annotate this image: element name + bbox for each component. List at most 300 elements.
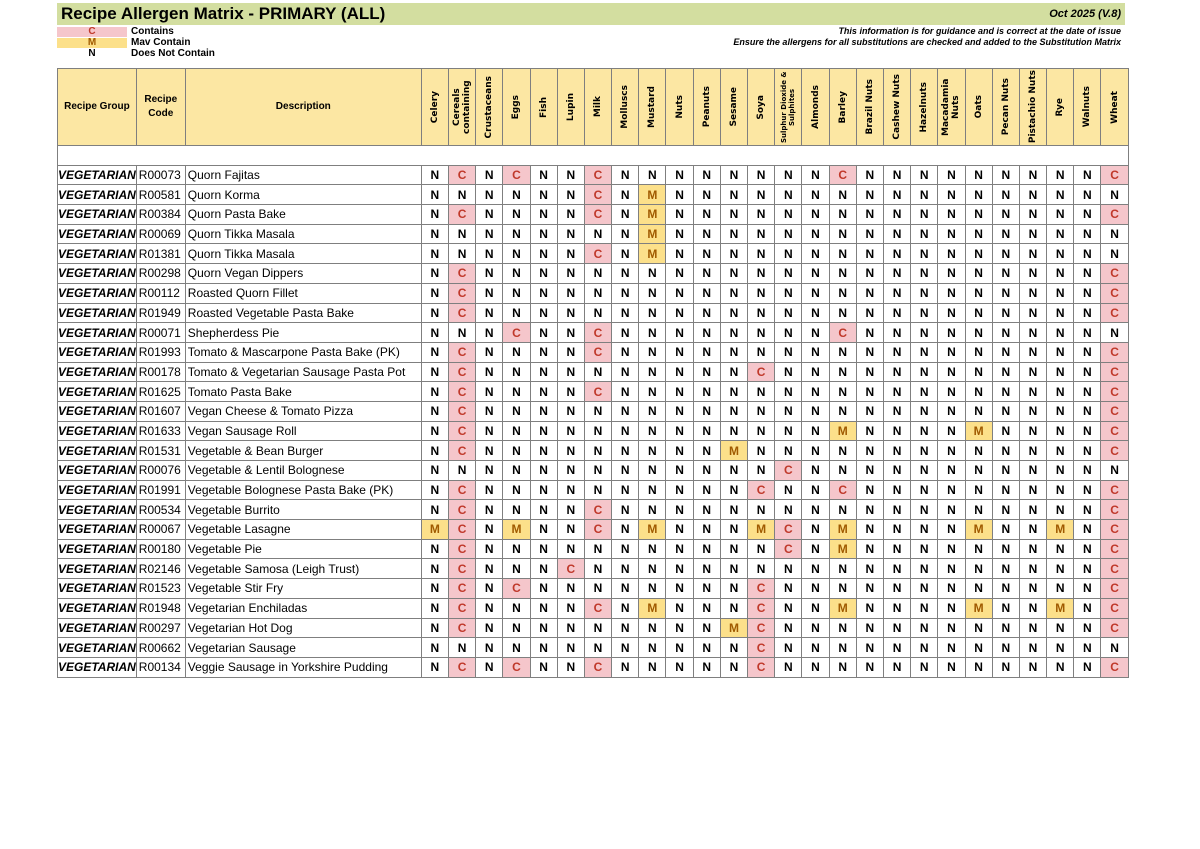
allergen-value-cell: N: [1074, 303, 1101, 323]
allergen-value-cell: N: [965, 244, 992, 264]
allergen-value-cell: N: [1019, 401, 1046, 421]
allergen-value-cell: N: [421, 264, 448, 284]
allergen-value-cell: N: [1019, 382, 1046, 402]
recipe-group-cell: VEGETARIAN: [58, 441, 137, 461]
allergen-value-cell: N: [612, 165, 639, 185]
allergen-value-cell: N: [775, 342, 802, 362]
allergen-value-cell: N: [720, 342, 747, 362]
allergen-value-cell: N: [965, 264, 992, 284]
allergen-value-cell: N: [1074, 205, 1101, 225]
allergen-value-cell: N: [1047, 421, 1074, 441]
allergen-value-cell: N: [421, 401, 448, 421]
allergen-value-cell: N: [720, 362, 747, 382]
allergen-value-cell: N: [1074, 382, 1101, 402]
allergen-value-cell: C: [448, 579, 475, 599]
col-header-recipe-group: Recipe Group: [58, 69, 137, 146]
allergen-value-cell: N: [938, 598, 965, 618]
table-row: [58, 401, 1129, 421]
allergen-value-cell: N: [775, 244, 802, 264]
allergen-value-cell: N: [911, 264, 938, 284]
allergen-value-cell: N: [693, 244, 720, 264]
allergen-value-cell: N: [530, 264, 557, 284]
allergen-value-cell: C: [748, 638, 775, 658]
allergen-value-cell: N: [693, 520, 720, 540]
recipe-code-cell: R01625: [136, 382, 185, 402]
recipe-group-cell: VEGETARIAN: [58, 520, 137, 540]
allergen-value-cell: N: [693, 539, 720, 559]
legend-key: N: [88, 47, 96, 59]
allergen-value-cell: N: [992, 618, 1019, 638]
allergen-value-cell: N: [1019, 559, 1046, 579]
allergen-value-cell: N: [911, 461, 938, 481]
allergen-value-cell: N: [421, 598, 448, 618]
allergen-value-cell: N: [530, 461, 557, 481]
allergen-value-cell: N: [557, 382, 584, 402]
allergen-value-cell: N: [802, 185, 829, 205]
allergen-value-cell: N: [639, 559, 666, 579]
allergen-value-cell: N: [557, 224, 584, 244]
allergen-value-cell: N: [693, 480, 720, 500]
allergen-value-cell: N: [965, 441, 992, 461]
allergen-value-cell: N: [911, 362, 938, 382]
legend-label: Does Not Contain: [131, 48, 215, 59]
allergen-value-cell: C: [448, 303, 475, 323]
allergen-value-cell: N: [802, 579, 829, 599]
allergen-label: Hazelnuts: [919, 81, 930, 133]
guidance-note: This information is for guidance and is correct at the date of issue: [838, 26, 1121, 36]
recipe-code-cell: R00071: [136, 323, 185, 343]
allergen-value-cell: N: [1047, 362, 1074, 382]
allergen-value-cell: N: [421, 657, 448, 677]
allergen-value-cell: N: [639, 303, 666, 323]
allergen-value-cell: N: [965, 185, 992, 205]
allergen-value-cell: N: [503, 185, 530, 205]
allergen-label: Peanuts: [701, 86, 712, 128]
allergen-value-cell: N: [802, 205, 829, 225]
allergen-value-cell: N: [693, 342, 720, 362]
allergen-value-cell: N: [1019, 618, 1046, 638]
allergen-value-cell: N: [775, 638, 802, 658]
allergen-value-cell: N: [557, 520, 584, 540]
allergen-value-cell: N: [938, 618, 965, 638]
allergen-value-cell: N: [476, 539, 503, 559]
allergen-value-cell: N: [476, 205, 503, 225]
recipe-group-cell: VEGETARIAN: [58, 579, 137, 599]
allergen-value-cell: N: [775, 224, 802, 244]
recipe-code-cell: R00069: [136, 224, 185, 244]
col-header-allergen: [693, 69, 720, 146]
allergen-value-cell: N: [965, 461, 992, 481]
allergen-value-cell: N: [1047, 342, 1074, 362]
allergen-value-cell: N: [1019, 638, 1046, 658]
allergen-value-cell: N: [530, 500, 557, 520]
allergen-value-cell: N: [802, 224, 829, 244]
table-row: [58, 441, 1129, 461]
allergen-value-cell: C: [1101, 283, 1128, 303]
allergen-value-cell: C: [584, 500, 611, 520]
allergen-value-cell: N: [693, 264, 720, 284]
allergen-value-cell: N: [802, 362, 829, 382]
allergen-value-cell: N: [856, 480, 883, 500]
table-row: [58, 185, 1129, 205]
allergen-value-cell: N: [911, 382, 938, 402]
allergen-value-cell: N: [911, 579, 938, 599]
table-row: [58, 362, 1129, 382]
allergen-value-cell: C: [448, 520, 475, 540]
col-header-allergen: [421, 69, 448, 146]
col-header-allergen: [557, 69, 584, 146]
allergen-value-cell: N: [666, 598, 693, 618]
allergen-value-cell: N: [1047, 618, 1074, 638]
allergen-value-cell: N: [829, 559, 856, 579]
allergen-value-cell: N: [612, 579, 639, 599]
col-header-allergen: [476, 69, 503, 146]
allergen-value-cell: N: [802, 500, 829, 520]
allergen-value-cell: N: [775, 598, 802, 618]
allergen-value-cell: N: [612, 244, 639, 264]
allergen-value-cell: N: [1074, 224, 1101, 244]
legend-item-contains: [57, 26, 215, 37]
allergen-value-cell: N: [938, 205, 965, 225]
recipe-group-cell: VEGETARIAN: [58, 598, 137, 618]
allergen-value-cell: N: [1019, 480, 1046, 500]
allergen-value-cell: N: [720, 539, 747, 559]
allergen-value-cell: N: [557, 283, 584, 303]
allergen-value-cell: N: [938, 362, 965, 382]
allergen-value-cell: N: [693, 657, 720, 677]
allergen-value-cell: N: [965, 382, 992, 402]
allergen-value-cell: N: [802, 480, 829, 500]
allergen-value-cell: N: [530, 618, 557, 638]
allergen-value-cell: N: [748, 500, 775, 520]
allergen-value-cell: N: [775, 401, 802, 421]
allergen-value-cell: N: [720, 638, 747, 658]
allergen-value-cell: M: [639, 224, 666, 244]
allergen-value-cell: N: [693, 461, 720, 481]
allergen-value-cell: C: [748, 480, 775, 500]
recipe-code-cell: R00180: [136, 539, 185, 559]
allergen-value-cell: C: [448, 618, 475, 638]
allergen-value-cell: C: [448, 264, 475, 284]
allergen-value-cell: N: [503, 638, 530, 658]
allergen-value-cell: N: [448, 224, 475, 244]
allergen-value-cell: N: [911, 598, 938, 618]
legend-key: M: [57, 38, 127, 48]
allergen-value-cell: N: [421, 461, 448, 481]
allergen-value-cell: N: [883, 401, 910, 421]
allergen-value-cell: N: [1074, 362, 1101, 382]
allergen-value-cell: N: [530, 657, 557, 677]
allergen-value-cell: N: [775, 441, 802, 461]
allergen-value-cell: N: [748, 382, 775, 402]
allergen-value-cell: N: [557, 342, 584, 362]
allergen-label: Brazil Nuts: [864, 79, 875, 135]
allergen-value-cell: N: [639, 657, 666, 677]
allergen-value-cell: N: [1047, 205, 1074, 225]
allergen-value-cell: C: [448, 362, 475, 382]
allergen-value-cell: N: [856, 323, 883, 343]
table-row: [58, 342, 1129, 362]
col-header-allergen: [748, 69, 775, 146]
col-header-description: Description: [185, 69, 421, 146]
recipe-group-cell: VEGETARIAN: [58, 224, 137, 244]
allergen-value-cell: M: [965, 598, 992, 618]
allergen-value-cell: N: [1074, 598, 1101, 618]
table-row: [58, 205, 1129, 225]
allergen-value-cell: N: [883, 539, 910, 559]
allergen-value-cell: C: [448, 421, 475, 441]
table-row: [58, 264, 1129, 284]
col-header-allergen: [584, 69, 611, 146]
allergen-value-cell: N: [856, 401, 883, 421]
table-row: [58, 421, 1129, 441]
allergen-value-cell: N: [720, 401, 747, 421]
allergen-value-cell: N: [612, 382, 639, 402]
allergen-label: Almonds: [810, 85, 821, 129]
allergen-value-cell: N: [856, 441, 883, 461]
description-cell: Vegetarian Hot Dog: [185, 618, 421, 638]
allergen-value-cell: N: [802, 638, 829, 658]
allergen-value-cell: N: [1019, 205, 1046, 225]
allergen-value-cell: N: [883, 657, 910, 677]
allergen-value-cell: C: [503, 323, 530, 343]
allergen-value-cell: C: [829, 480, 856, 500]
allergen-value-cell: N: [1047, 303, 1074, 323]
allergen-value-cell: N: [911, 480, 938, 500]
allergen-value-cell: N: [584, 539, 611, 559]
allergen-value-cell: N: [639, 264, 666, 284]
allergen-value-cell: N: [1074, 539, 1101, 559]
allergen-value-cell: N: [883, 382, 910, 402]
allergen-value-cell: N: [1047, 638, 1074, 658]
allergen-value-cell: N: [557, 323, 584, 343]
allergen-value-cell: N: [639, 382, 666, 402]
allergen-value-cell: N: [883, 559, 910, 579]
allergen-value-cell: N: [503, 618, 530, 638]
allergen-value-cell: N: [748, 244, 775, 264]
allergen-value-cell: N: [720, 244, 747, 264]
allergen-value-cell: N: [856, 618, 883, 638]
allergen-value-cell: N: [584, 224, 611, 244]
col-header-allergen: [802, 69, 829, 146]
allergen-value-cell: N: [612, 539, 639, 559]
allergen-value-cell: N: [1047, 461, 1074, 481]
allergen-value-cell: N: [666, 500, 693, 520]
allergen-value-cell: M: [639, 244, 666, 264]
description-cell: Vegan Cheese & Tomato Pizza: [185, 401, 421, 421]
allergen-value-cell: N: [503, 401, 530, 421]
allergen-value-cell: N: [503, 559, 530, 579]
allergen-value-cell: N: [1074, 618, 1101, 638]
allergen-value-cell: N: [965, 362, 992, 382]
allergen-value-cell: N: [476, 401, 503, 421]
allergen-value-cell: N: [1101, 638, 1128, 658]
allergen-value-cell: N: [883, 264, 910, 284]
allergen-value-cell: N: [612, 205, 639, 225]
allergen-value-cell: N: [802, 342, 829, 362]
allergen-value-cell: N: [421, 500, 448, 520]
description-cell: Vegetarian Sausage: [185, 638, 421, 658]
allergen-value-cell: N: [421, 323, 448, 343]
allergen-value-cell: C: [775, 539, 802, 559]
allergen-value-cell: N: [938, 539, 965, 559]
allergen-value-cell: N: [802, 657, 829, 677]
allergen-value-cell: N: [965, 401, 992, 421]
allergen-value-cell: N: [883, 461, 910, 481]
description-cell: Quorn Pasta Bake: [185, 205, 421, 225]
allergen-value-cell: N: [1019, 244, 1046, 264]
allergen-value-cell: C: [448, 165, 475, 185]
allergen-value-cell: N: [421, 618, 448, 638]
allergen-value-cell: N: [883, 441, 910, 461]
allergen-value-cell: N: [693, 382, 720, 402]
allergen-value-cell: N: [584, 461, 611, 481]
allergen-value-cell: N: [1047, 382, 1074, 402]
allergen-value-cell: N: [693, 283, 720, 303]
allergen-value-cell: C: [503, 165, 530, 185]
recipe-group-cell: VEGETARIAN: [58, 205, 137, 225]
allergen-value-cell: N: [965, 283, 992, 303]
allergen-value-cell: N: [557, 441, 584, 461]
allergen-value-cell: N: [476, 520, 503, 540]
allergen-value-cell: N: [829, 303, 856, 323]
allergen-value-cell: N: [911, 205, 938, 225]
allergen-value-cell: N: [938, 559, 965, 579]
allergen-value-cell: N: [476, 461, 503, 481]
allergen-value-cell: N: [911, 520, 938, 540]
allergen-value-cell: N: [748, 283, 775, 303]
allergen-value-cell: C: [503, 657, 530, 677]
allergen-value-cell: N: [856, 165, 883, 185]
allergen-value-cell: N: [639, 618, 666, 638]
allergen-label: Molluscs: [620, 85, 631, 129]
allergen-value-cell: N: [1074, 185, 1101, 205]
recipe-code-cell: R00073: [136, 165, 185, 185]
recipe-code-cell: R01991: [136, 480, 185, 500]
col-header-allergen: [1019, 69, 1046, 146]
allergen-value-cell: N: [992, 520, 1019, 540]
allergen-value-cell: N: [584, 303, 611, 323]
allergen-value-cell: N: [639, 283, 666, 303]
allergen-value-cell: N: [476, 559, 503, 579]
col-header-allergen: [720, 69, 747, 146]
allergen-value-cell: N: [720, 185, 747, 205]
allergen-value-cell: C: [584, 598, 611, 618]
allergen-value-cell: N: [856, 638, 883, 658]
recipe-group-cell: VEGETARIAN: [58, 303, 137, 323]
allergen-value-cell: N: [938, 382, 965, 402]
allergen-value-cell: N: [802, 559, 829, 579]
allergen-value-cell: C: [448, 657, 475, 677]
allergen-label: Pistachio Nuts: [1028, 70, 1039, 144]
allergen-value-cell: N: [1047, 224, 1074, 244]
legend-label: Mav Contain: [131, 37, 191, 48]
table-row: [58, 618, 1129, 638]
recipe-code-cell: R00112: [136, 283, 185, 303]
allergen-value-cell: N: [612, 421, 639, 441]
allergen-value-cell: N: [883, 303, 910, 323]
allergen-value-cell: N: [883, 205, 910, 225]
allergen-value-cell: N: [421, 441, 448, 461]
allergen-value-cell: N: [612, 638, 639, 658]
allergen-value-cell: N: [856, 264, 883, 284]
recipe-code-cell: R01949: [136, 303, 185, 323]
allergen-value-cell: N: [829, 461, 856, 481]
allergen-value-cell: N: [666, 539, 693, 559]
allergen-value-cell: N: [530, 323, 557, 343]
allergen-value-cell: N: [992, 244, 1019, 264]
allergen-value-cell: M: [829, 421, 856, 441]
allergen-value-cell: N: [639, 323, 666, 343]
allergen-value-cell: N: [639, 539, 666, 559]
allergen-value-cell: N: [503, 382, 530, 402]
allergen-value-cell: N: [802, 283, 829, 303]
table-row: [58, 382, 1129, 402]
allergen-value-cell: N: [666, 224, 693, 244]
recipe-code-cell: R00076: [136, 461, 185, 481]
allergen-value-cell: N: [992, 303, 1019, 323]
allergen-value-cell: N: [1074, 283, 1101, 303]
table-row: [58, 579, 1129, 599]
allergen-value-cell: N: [666, 264, 693, 284]
allergen-value-cell: N: [1074, 441, 1101, 461]
allergen-value-cell: N: [1047, 500, 1074, 520]
allergen-value-cell: N: [476, 303, 503, 323]
allergen-value-cell: N: [448, 461, 475, 481]
recipe-code-cell: R00134: [136, 657, 185, 677]
allergen-label: Eggs: [511, 94, 522, 120]
legend: [57, 26, 215, 59]
allergen-value-cell: N: [666, 244, 693, 264]
description-cell: Roasted Vegetable Pasta Bake: [185, 303, 421, 323]
spacer-row: [58, 146, 1129, 166]
allergen-value-cell: N: [1019, 579, 1046, 599]
allergen-value-cell: N: [856, 342, 883, 362]
allergen-value-cell: N: [802, 382, 829, 402]
allergen-value-cell: C: [448, 559, 475, 579]
allergen-value-cell: N: [612, 401, 639, 421]
allergen-value-cell: N: [1074, 579, 1101, 599]
allergen-value-cell: C: [584, 323, 611, 343]
allergen-value-cell: N: [775, 382, 802, 402]
allergen-value-cell: N: [612, 185, 639, 205]
allergen-value-cell: N: [421, 244, 448, 264]
allergen-value-cell: N: [693, 421, 720, 441]
allergen-value-cell: N: [1047, 539, 1074, 559]
allergen-value-cell: N: [856, 559, 883, 579]
col-header-allergen: [938, 69, 965, 146]
recipe-code-cell: R01948: [136, 598, 185, 618]
allergen-value-cell: N: [693, 362, 720, 382]
guidance-note: Ensure the allergens for all substitutions are checked and added to the Substitution Matrix: [733, 37, 1121, 47]
allergen-value-cell: N: [530, 224, 557, 244]
allergen-value-cell: N: [421, 559, 448, 579]
allergen-value-cell: N: [992, 539, 1019, 559]
recipe-group-cell: VEGETARIAN: [58, 500, 137, 520]
allergen-value-cell: N: [775, 264, 802, 284]
allergen-value-cell: N: [992, 224, 1019, 244]
table-row: [58, 598, 1129, 618]
allergen-value-cell: N: [666, 362, 693, 382]
allergen-value-cell: N: [1019, 461, 1046, 481]
allergen-value-cell: N: [530, 480, 557, 500]
allergen-value-cell: N: [1101, 244, 1128, 264]
allergen-value-cell: N: [883, 480, 910, 500]
description-cell: Shepherdess Pie: [185, 323, 421, 343]
allergen-value-cell: N: [938, 638, 965, 658]
legend-label: Contains: [131, 26, 174, 37]
allergen-value-cell: N: [802, 598, 829, 618]
